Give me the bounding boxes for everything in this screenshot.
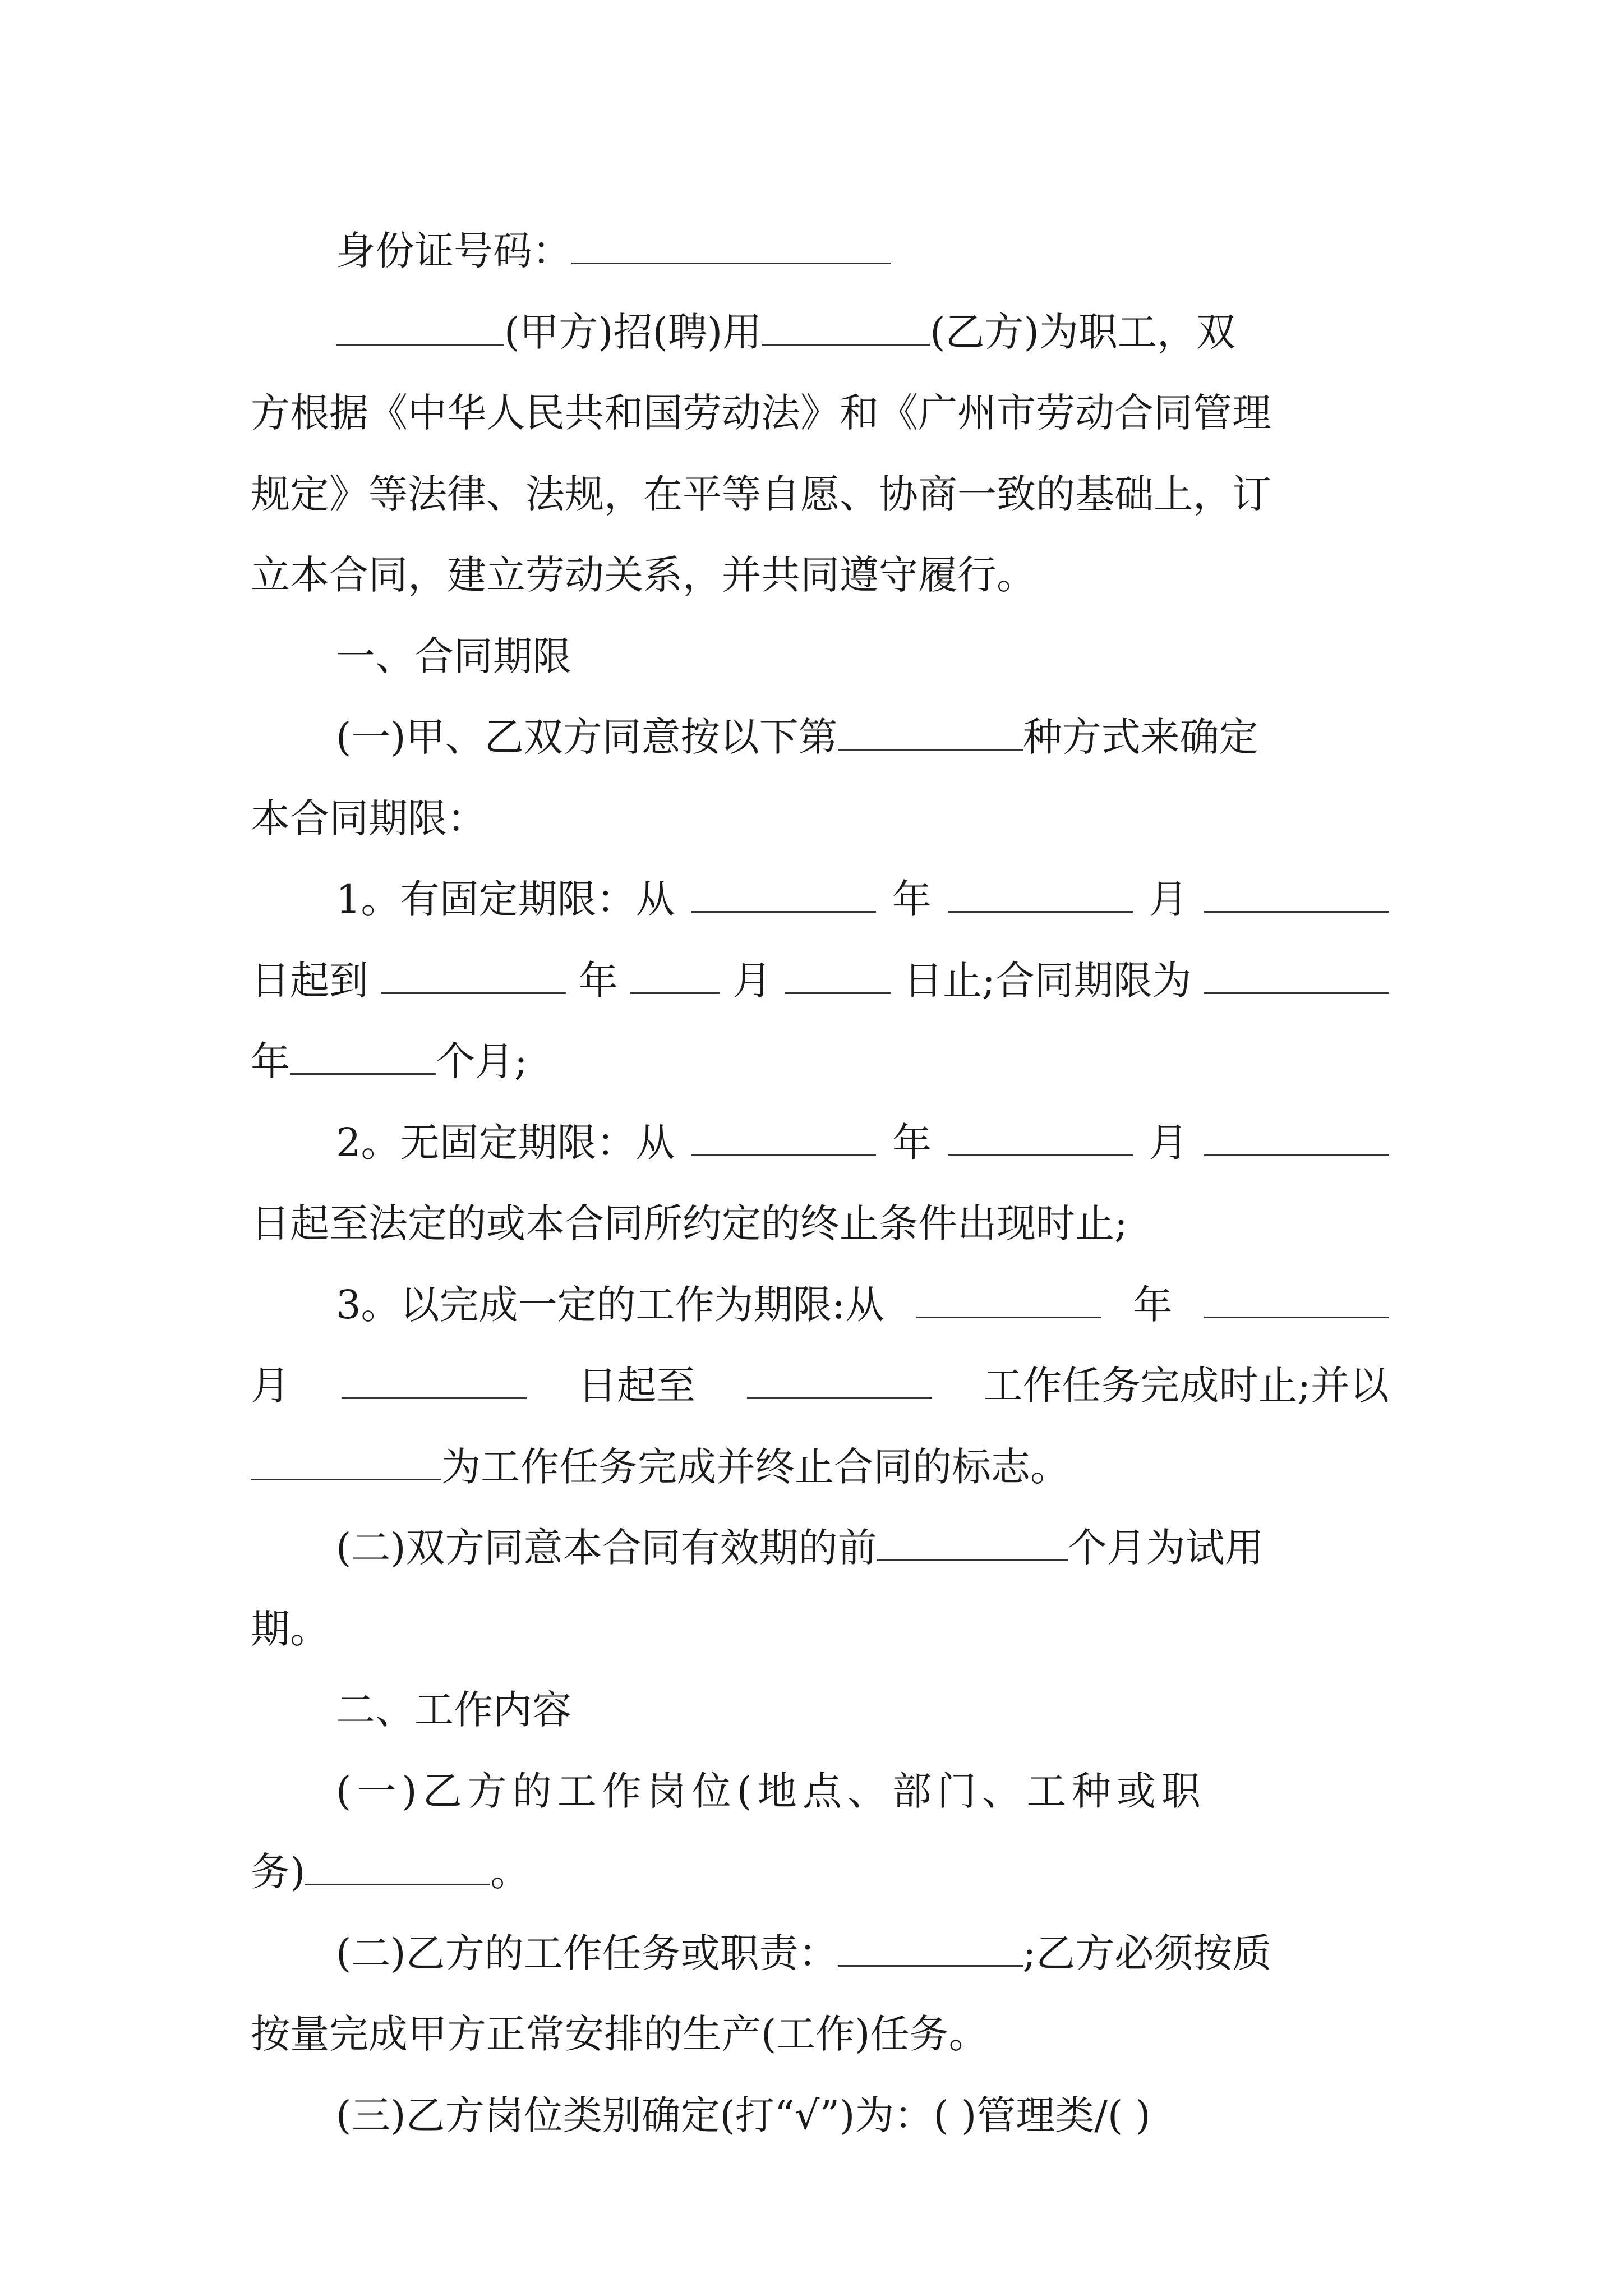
term-years-blank [1204,957,1389,994]
start-month-blank [948,1119,1133,1156]
paragraph-text: 规定》等法律、法规，在平等自愿、协商一致的基础上，订 [251,471,1271,517]
start-day-blank [1204,1119,1389,1156]
category-line [251,2075,1389,2156]
clause-text: (一)乙方的工作岗位(地点、部门、工种或职 [336,1768,1206,1814]
id-number-label: 身份证号码： [336,228,571,274]
year-label: 年 [1133,1281,1173,1328]
probation-line-2 [251,1589,1389,1670]
clause-text: 个月为试用 [1067,1525,1264,1571]
start-day-blank [1204,876,1389,913]
start-month-blank [1204,1281,1389,1318]
party-a-blank [336,309,504,346]
item-3-line-2 [251,1345,1389,1427]
section-heading [251,1669,1389,1751]
clause-text: 日起至法定的或本合同所约定的终止条件出现时止; [251,1200,1128,1246]
task-done-label: 工作任务完成时止;并以 [983,1363,1389,1409]
item-2-line [251,1102,1389,1184]
paragraph-line [251,535,1389,616]
clause-text: ;乙方必须按质 [1022,1930,1272,1976]
year-label: 年 [892,1119,932,1166]
start-month-blank [948,876,1133,913]
clause-text: (二)乙方的工作任务或职责： [336,1930,838,1976]
year-label: 年 [251,1038,290,1084]
year-label: 年 [578,957,618,1004]
clause-text: 本合同期限： [251,795,486,841]
section-heading [251,616,1389,697]
clause-text: (三)乙方岗位类别确定(打“√”)为：( )管理类/( ) [336,2092,1151,2138]
duty-blank [838,1930,1023,1967]
day-from-label: 日起至 [578,1363,696,1409]
clause-line [251,697,1389,778]
paragraph-text: 立本合同，建立劳动关系，并共同遵守履行。 [251,552,1036,598]
probation-months-blank [877,1524,1068,1561]
item-2-line-2 [251,1183,1389,1264]
end-day-blank [785,957,891,994]
clause-text: 按量完成甲方正常安排的生产(工作)任务。 [251,2011,988,2057]
clause-text: (二)双方同意本合同有效期的前 [336,1525,877,1571]
task-mark-blank [251,1443,441,1480]
day-from-label: 日起到 [251,957,368,1004]
period-mark: 。 [490,1849,530,1895]
id-number-line [251,210,1389,292]
clause-line [251,778,1389,859]
id-number-blank [571,227,891,264]
post-blank [305,1848,490,1885]
method-number-blank [838,714,1023,751]
month-label: 月 [251,1363,290,1409]
item-1-line [251,859,1389,940]
contract-body [251,210,1389,2156]
section-1-title: 一、合同期限 [336,633,571,679]
clause-text: 务) [251,1849,306,1895]
term-months-blank [290,1038,436,1075]
duty-line-2 [251,1994,1389,2075]
post-line-2 [251,1832,1389,1913]
end-month-blank [630,957,720,994]
item-1-line-3 [251,1021,1389,1102]
month-label: 月 [1149,1119,1188,1166]
party-b-text: (乙方)为职工，双 [930,309,1235,355]
hire-line [251,292,1389,373]
task-blank [747,1362,932,1399]
item-1-label: 1。有固定期限：从 [336,876,675,922]
task-mark-text: 为工作任务完成并终止合同的标志。 [441,1443,1069,1490]
start-year-blank [691,1119,876,1156]
paragraph-text: 方根据《中华人民共和国劳动法》和《广州市劳动合同管理 [251,390,1271,436]
item-2-label: 2。无固定期限：从 [336,1119,675,1166]
end-year-blank [381,957,566,994]
month-label: 月 [1149,876,1188,922]
duty-line [251,1913,1389,1994]
item-1-line-2 [251,940,1389,1022]
party-a-text: (甲方) [504,309,614,355]
term-label: 日止;合同期限为 [903,957,1192,1004]
hire-text: 招(聘)用 [613,309,762,355]
item-3-line-3 [251,1427,1389,1508]
start-year-blank [691,876,876,913]
section-2-title: 二、工作内容 [336,1687,571,1733]
start-day-blank [342,1362,527,1399]
clause-text: 种方式来确定 [1022,714,1258,760]
post-line [251,1751,1389,1832]
party-b-blank [762,309,930,346]
start-year-blank [916,1281,1101,1318]
months-label: 个月; [436,1038,528,1084]
paragraph-line [251,454,1389,535]
clause-text: 期。 [251,1605,329,1652]
clause-text: (一)甲、乙双方同意按以下第 [336,714,838,760]
item-3-label: 3。以完成一定的工作为期限:从 [336,1281,885,1328]
item-3-line [251,1264,1389,1346]
month-label: 月 [732,957,772,1004]
probation-line [251,1507,1389,1589]
paragraph-line [251,372,1389,454]
year-label: 年 [892,876,932,922]
